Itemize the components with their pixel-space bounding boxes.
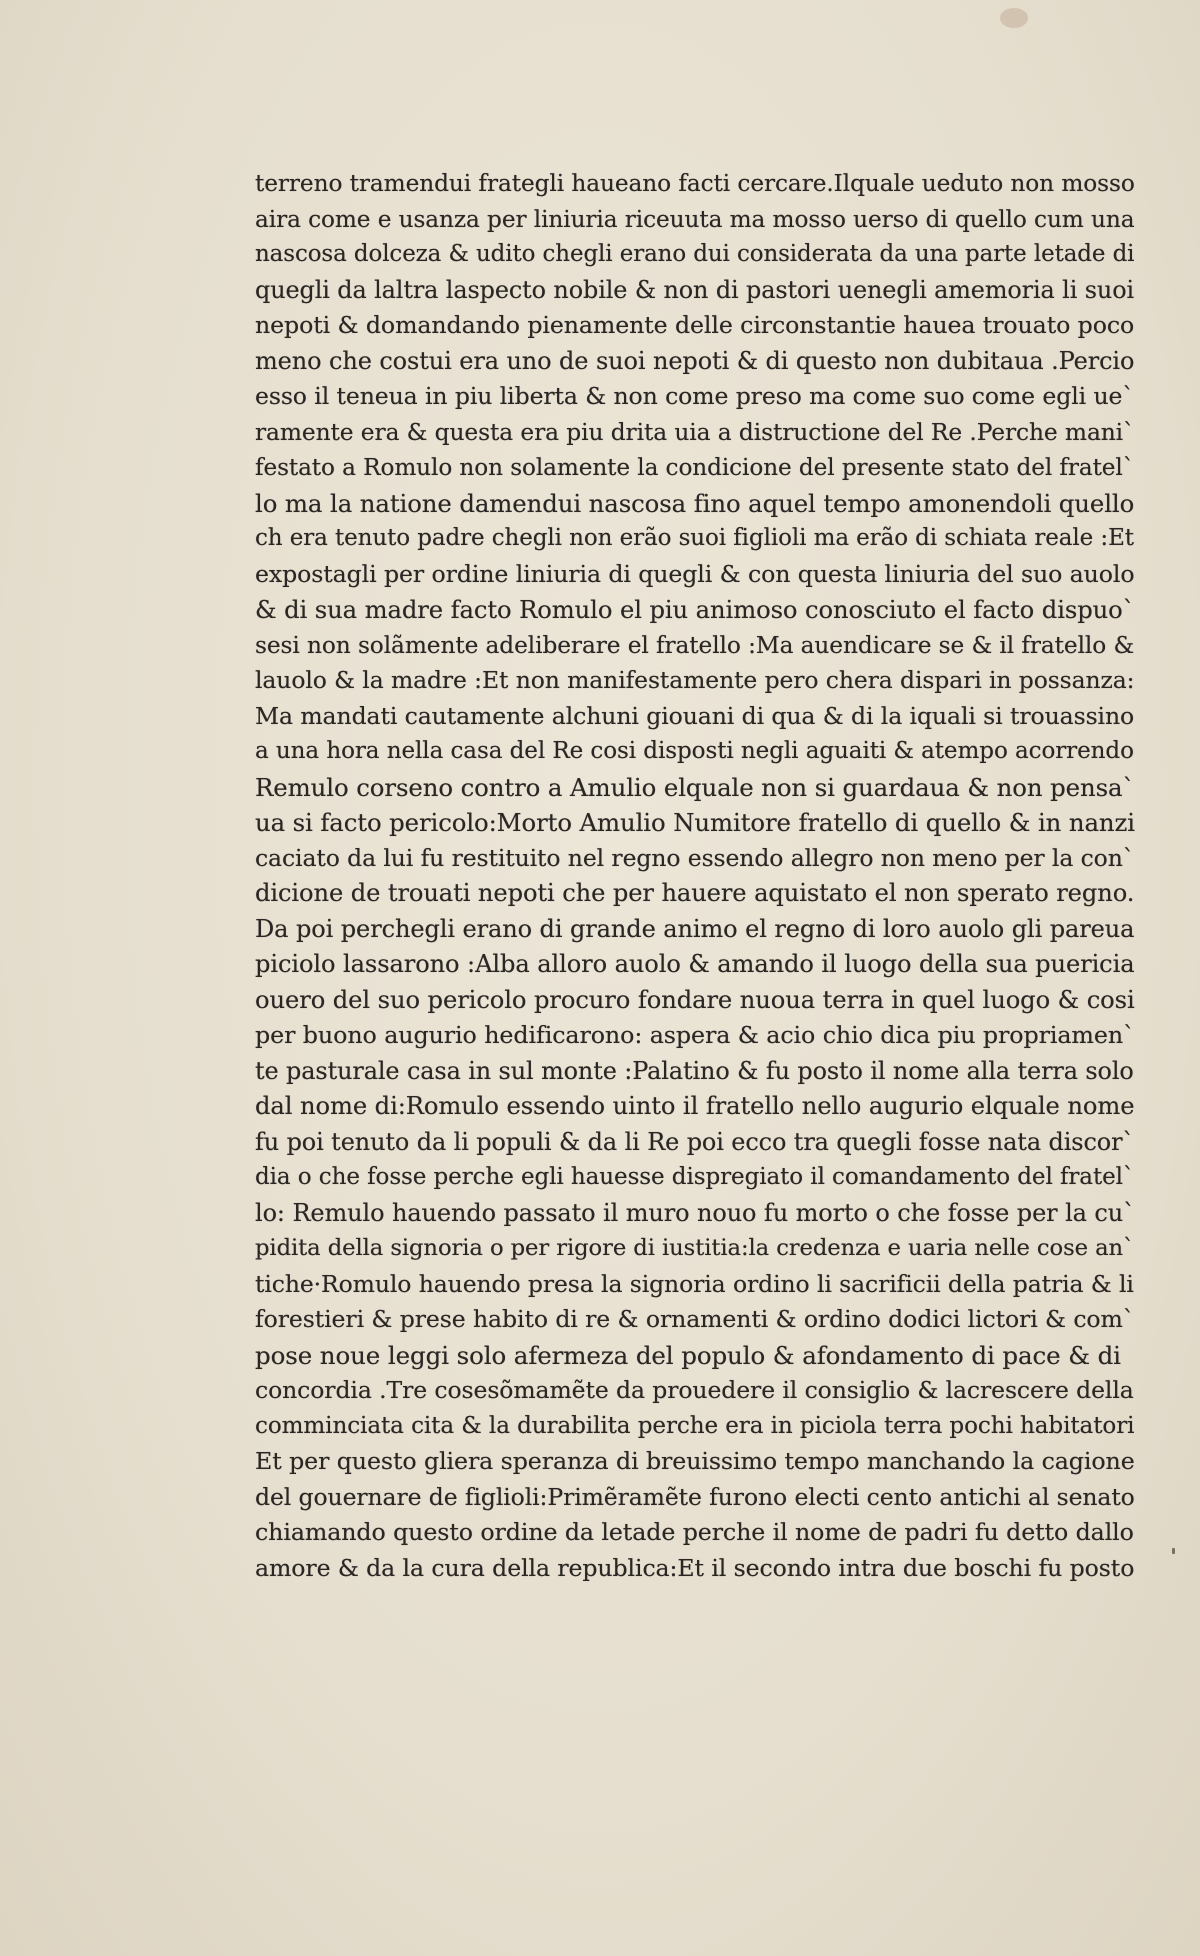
text-line: Remulo corseno contro a Amulio elquale non si guardaua & non pensa`	[255, 772, 1135, 802]
text-line: Et per questo gliera speranza di breuissimo tempo manchando la cagione	[255, 1447, 1135, 1475]
text-line: dal nome di:Romulo essendo uinto il fratello nello augurio elquale nome	[255, 1092, 1135, 1120]
text-line: caciato da lui fu restituito nel regno essendo allegro non meno per la con`	[255, 843, 1135, 872]
text-block	[255, 166, 1135, 1586]
text-line: per buono augurio hedificarono: aspera & acio chio dica piu propriamen`	[255, 1021, 1135, 1049]
text-line: quegli da laltra laspecto nobile & non di pastori uenegli amemoria li suoi	[255, 275, 1135, 304]
text-line: lo ma la natione damendui nascosa fino aquel tempo amonendoli quello	[255, 488, 1135, 518]
text-line: dia o che fosse perche egli hauesse dispregiato il comandamento del fratel`	[255, 1164, 1135, 1190]
text-line: ramente era & questa era piu drita uia a distructione del Re .Perche mani`	[255, 417, 1135, 446]
paper-stain	[1000, 8, 1028, 28]
text-line: Ma mandati cautamente alchuni giouani di qua & di la iquali si trouassino	[255, 701, 1135, 730]
text-line: del gouernare de figlioli:Primẽramẽte furono electi cento antichi al senato	[255, 1482, 1135, 1511]
text-line: nascosa dolceza & udito chegli erano dui considerata da una parte letade di	[255, 241, 1135, 267]
text-line: forestieri & prese habito di re & ornamenti & ordino dodici lictori & com`	[255, 1305, 1135, 1333]
text-line: terreno tramendui frategli haueano facti cercare.Ilquale ueduto non mosso	[255, 170, 1135, 197]
text-line: tiche·Romulo hauendo presa la signoria ordino li sacrificii della patria & li	[255, 1269, 1134, 1298]
text-line: comminciata cita & la durabilita perche era in piciola terra pochi habitatori	[255, 1412, 1135, 1439]
text-line: pose noue leggi solo afermeza del populo & afondamento di pace & di	[255, 1340, 1121, 1370]
text-line: ua si facto pericolo:Morto Amulio Numitore fratello di quello & in nanzi	[255, 808, 1135, 837]
text-line: lauolo & la madre :Et non manifestamente pero chera dispari in possanza:	[255, 666, 1135, 694]
text-line: concordia .Tre cosesõmamẽte da prouedere il consiglio & lacrescere della	[255, 1376, 1134, 1404]
text-line: piciolo lassarono :Alba alloro auolo & amando il luogo della sua puericia	[255, 950, 1135, 978]
text-line: meno che costui era uno de suoi nepoti & di questo non dubitaua .Percio	[255, 346, 1135, 375]
text-line: amore & da la cura della republica:Et il secondo intra due boschi fu posto	[255, 1553, 1135, 1582]
text-line: Da poi perchegli erano di grande animo el regno di loro auolo gli pareua	[255, 914, 1135, 943]
text-line: festato a Romulo non solamente la condicione del presente stato del fratel`	[255, 454, 1135, 481]
text-line: fu poi tenuto da li populi & da li Re poi ecco tra quegli fosse nata discor`	[255, 1127, 1135, 1156]
text-line: aira come e usanza per liniuria riceuuta ma mosso uerso di quello cum una	[255, 205, 1135, 233]
text-line: pidita della signoria o per rigore di iustitia:la credenza e uaria nelle cose an`	[255, 1235, 1135, 1261]
text-line: sesi non solãmente adeliberare el fratello :Ma auendicare se & il fratello &	[255, 631, 1135, 659]
text-line: ch era tenuto padre chegli non erão suoi figlioli ma erão di schiata reale :Et	[255, 525, 1134, 551]
text-line: lo: Remulo hauendo passato il muro nouo fu morto o che fosse per la cu`	[255, 1198, 1135, 1227]
text-line: a una hora nella casa del Re cosi disposti negli aguaiti & atempo acorrendo	[255, 738, 1134, 764]
text-line: esso il teneua in piu liberta & non come preso ma come suo come egli ue`	[255, 382, 1135, 410]
text-line: nepoti & domandando pienamente delle circonstantie hauea trouato poco	[255, 311, 1135, 339]
text-line: chiamando questo ordine da letade perche il nome de padri fu detto dallo	[255, 1518, 1134, 1546]
text-line: te pasturale casa in sul monte :Palatino & fu posto il nome alla terra solo	[255, 1056, 1134, 1085]
text-line: dicione de trouati nepoti che per hauere aquistato el non sperato regno.	[255, 879, 1135, 907]
text-line: expostagli per ordine liniuria di quegli & con questa liniuria del suo auolo	[255, 559, 1135, 588]
text-line: & di sua madre facto Romulo el piu animoso conosciuto el facto dispuo`	[255, 595, 1135, 624]
margin-mark	[1172, 1548, 1175, 1554]
text-line: ouero del suo pericolo procuro fondare nuoua terra in quel luogo & cosi	[255, 985, 1135, 1014]
